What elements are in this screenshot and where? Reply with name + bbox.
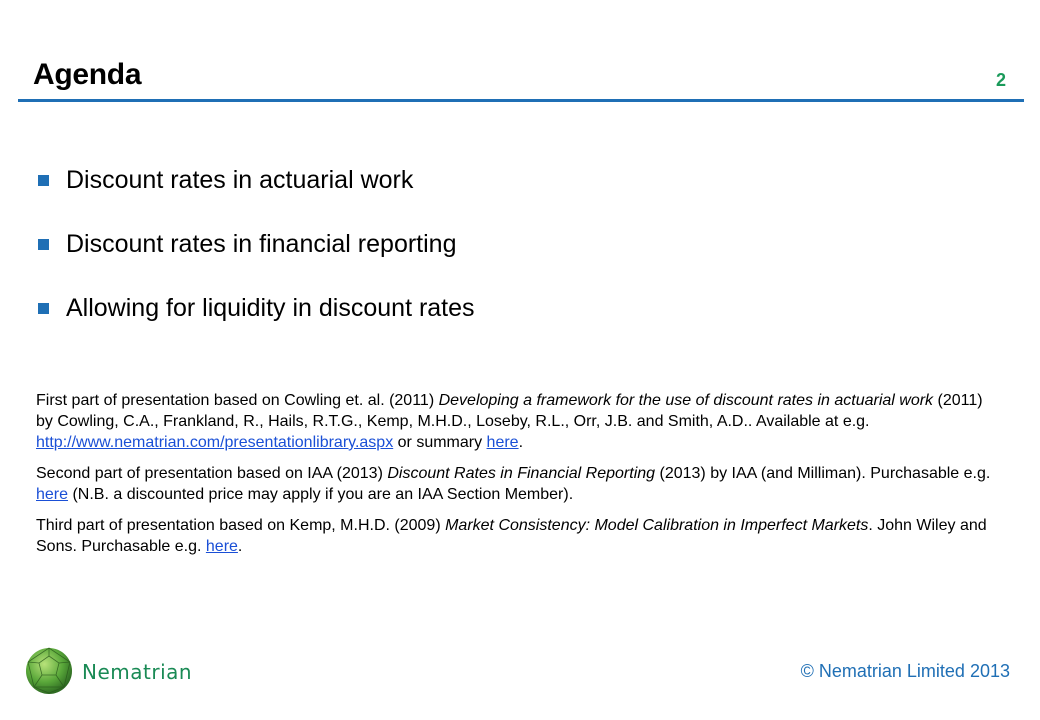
bullet-square-icon bbox=[38, 303, 49, 314]
ref-text: (2013) by IAA (and Milliman). Purchasable e.g. bbox=[655, 465, 991, 482]
reference-paragraph-2 bbox=[36, 463, 996, 505]
title-divider bbox=[18, 99, 1024, 102]
ref-text: (N.B. a discounted price may apply if you are an IAA Section Member). bbox=[68, 486, 574, 503]
agenda-item bbox=[38, 288, 475, 328]
ref-text: . John Wiley and Sons. Purchasable e.g. bbox=[36, 517, 987, 555]
bullet-square-icon bbox=[38, 175, 49, 186]
presentation-library-link[interactable]: http://www.nematrian.com/presentationlibrary.aspx bbox=[36, 434, 394, 451]
ref-title: Discount Rates in Financial Reporting bbox=[387, 465, 656, 482]
agenda-item-text: Discount rates in actuarial work bbox=[66, 165, 414, 194]
reference-paragraph-1 bbox=[36, 390, 996, 453]
ref-text: . bbox=[518, 434, 524, 451]
reference-paragraph-3 bbox=[36, 515, 996, 557]
ref-text: or summary bbox=[393, 434, 487, 451]
agenda-item bbox=[38, 160, 475, 200]
ref-text: (2011) by Cowling, C.A., Frankland, R., Hails, R.T.G., Kemp, M.H.D., Loseby, R.L., Orr, J.B. and Smith, A.D.. Available at e.g. bbox=[36, 392, 983, 430]
ref-title: Market Consistency: Model Calibration in Imperfect Markets bbox=[445, 517, 869, 534]
copyright-notice: © Nematrian Limited 2013 bbox=[800, 661, 1010, 681]
ref-text: First part of presentation based on Cowling et. al. (2011) bbox=[36, 392, 439, 409]
wiley-purchase-here-link[interactable]: here bbox=[205, 538, 238, 555]
agenda-item bbox=[38, 224, 475, 264]
brand-name: Nematrian bbox=[82, 660, 193, 684]
ref-text: Second part of presentation based on IAA (2013) bbox=[36, 465, 388, 482]
agenda-item-text: Discount rates in financial reporting bbox=[66, 229, 457, 258]
iaa-purchase-here-link[interactable]: here bbox=[36, 486, 69, 503]
bullet-square-icon bbox=[38, 239, 49, 250]
agenda-list bbox=[38, 160, 475, 352]
page-number: 2 bbox=[995, 70, 1006, 90]
slide-title: Agenda bbox=[33, 58, 142, 91]
agenda-item-text: Allowing for liquidity in discount rates bbox=[66, 293, 475, 322]
summary-here-link[interactable]: here bbox=[486, 434, 519, 451]
nematrian-logo-icon bbox=[24, 646, 74, 696]
ref-text: . bbox=[237, 538, 243, 555]
ref-title: Developing a framework for the use of discount rates in actuarial work bbox=[438, 392, 934, 409]
references bbox=[36, 390, 996, 567]
ref-text: Third part of presentation based on Kemp, M.H.D. (2009) bbox=[36, 517, 446, 534]
